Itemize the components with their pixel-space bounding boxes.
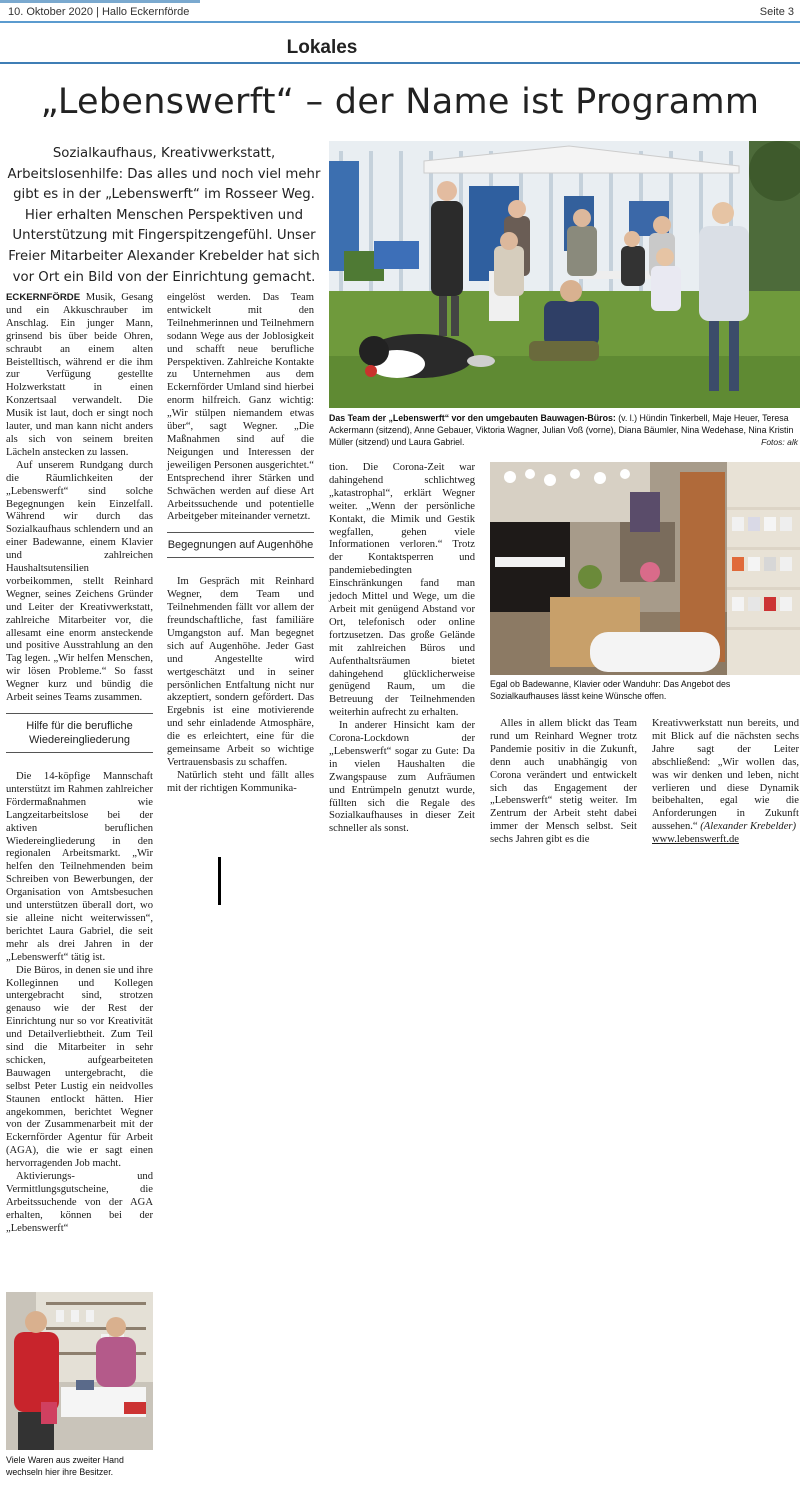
photo-credit: Fotos: alk xyxy=(761,437,798,447)
column-4 xyxy=(490,718,637,847)
paragraph-11: Alles in allem blickt das Team rund um Reinhard Wegner trotz Pandemie positiv in die Zukunft, denn auch unabhängig von Corona verändert und entwickelt sich das Engagement der „Lebenswerft“ stetig weiter. Im Zentrum der Arbeit steht dabei immer der Mensch selbst. Seit sechs Jahren gibt es die xyxy=(490,718,637,846)
subheading-2: Begegnungen auf Augenhöhe xyxy=(167,532,314,558)
team-photo-illustration xyxy=(329,141,800,408)
column-rule-mark xyxy=(218,857,221,905)
issue-info: 10. Oktober 2020 | Hallo Eckernförde xyxy=(8,6,190,18)
paragraph-3: Die 14-köpfige Mannschaft unterstützt im Rahmen zahlreicher Fördermaßnahmen wie Langzeitarbeitslose bei der aktiven beruflichen Wiedereingliederung in den regionalen Arbeitsmarkt. „Wir helfen den Teilnehmenden beim Schreiben von Bewerbungen, der Organisation von Amtsbesuchen und unterstützen überall dort, wo sie alleine nicht weiterwissen“, berichtet Laura Gabriel, die seit mehr als drei Jahren in der „Lebenswerft“ tätig ist. xyxy=(6,771,153,963)
team-photo xyxy=(329,141,800,408)
goods-photo-caption: Viele Waren aus zweiter Hand wechseln hier ihre Besitzer. xyxy=(6,1455,124,1477)
shop-photo xyxy=(490,462,800,675)
column-5 xyxy=(652,718,799,847)
closing-text: Kreativwerkstatt nun bereits, und mit Blick auf die nächsten sechs Jahre sagt der Leiter abschließend: „Wir wollen das, was wir denken und leben, nicht verlieren und diese Dynamik beibehalten, egal wie die Anforderungen in Zukunft aussehen.“ xyxy=(652,718,799,833)
paragraph-8: Natürlich steht und fällt alles mit der richtigen Kommunika- xyxy=(167,769,314,794)
dateline: ECKERNFÖRDE xyxy=(6,292,81,303)
lead-paragraph: Sozialkaufhaus, Kreativwerkstatt, Arbeitslosenhilfe: Das alles und noch viel mehr gibt es in der „Lebenswerft“ im Rosseer Weg. Hier erhalten Menschen Perspektiven und Unterstützung mit Fingerspitzengefühl. Unser Freier Mitarbeiter Alexander Krebelder hat sich vor Ort ein Bild von der Einrichtung gemacht. xyxy=(7,146,321,285)
paragraph-5: Aktivierungs- und Vermittlungsgutscheine, die Arbeitssuchende von der AGA erhalten, können bei der „Lebenswerft“ xyxy=(6,1171,153,1234)
top-accent-line xyxy=(0,0,200,3)
intro-text: Musik, Gesang und ein Akkuschrauber im Anschlag. Ein junger Mann, grinsend bis über beide Ohren, schraubt an einem alten Beistelltisch, während er die ihm zur Verfügung gestellte Holzwerkstatt in einen Konzertsaal verwandelt. Die Musik ist laut, doch er singt noch lauter, und man kann nicht anders als sich von seinem breiten Lächeln anstecken zu lassen. xyxy=(6,292,153,458)
caption-text: (v. l.) Hündin Tinkerbell, Maje Heuer, Teresa Ackermann (sitzend), Anne Gebauer, Viktoria Wagner, Julian Voß (vorne), Diana Bäumler, Nina Wedehase, Nina Kristin Müller (sitzend) und Laura Gabriel. xyxy=(329,413,794,447)
paragraph-intro xyxy=(6,292,153,460)
column-3 xyxy=(329,462,475,836)
column-2 xyxy=(167,292,314,796)
column-1 xyxy=(6,292,153,1236)
author-credit: (Alexander Krebelder) xyxy=(700,821,797,833)
shop-photo-caption: Egal ob Badewanne, Klavier oder Wanduhr: Das Angebot des Sozialkaufhauses lässt keine Wünsche offen. xyxy=(490,679,731,701)
subheading-1: Hilfe für die berufliche Wiedereingliederung xyxy=(6,713,153,753)
paragraph-9: tion. Die Corona-Zeit war dahingehend schlichtweg „katastrophal“, erklärt Wegner weiter. „Wenn der persönliche Kontakt, die Mimik und Gestik wegfallen, gehen viele Informationen verloren.“ Trotz der Kontaktsperren und pandemiebedingten Einschränkungen fand man jedoch Mittel und Wege, um die Arbeit mit genügend Abstand vor Ort, telefonisch oder online fortzusetzen. Das große Gelände mit zahlreichen Büros und Aufenthaltsräumen bietet dahingehend glücklicherweise genügend Raum, um die Betreuung der Teilnehmenden weiterhin aufrecht zu erhalten. xyxy=(329,462,475,719)
section-rule xyxy=(0,62,800,64)
headline: „Lebenswerft“ – der Name ist Programm xyxy=(40,82,760,122)
paragraph-7: Im Gespräch mit Reinhard Wegner, dem Team und Teilnehmenden fällt vor allem der freundschaftliche, fast familiäre Umgangston auf. Man begegnet sich auf Augenhöhe. Jeder Gast und Angestellte wird wertgeschätzt und in seiner persönlichen Entfaltung nicht nur akzeptiert, sondern gefördert. Das Ergebnis ist eine motivierende und sehr einladende Atmosphäre, die es erleichtert, eine für die gemeinsame Arbeit so wichtige Vertrauensbasis zu schaffen. xyxy=(167,576,314,768)
shop-photo-illustration xyxy=(490,462,800,675)
page-number: Seite 3 xyxy=(759,6,794,18)
goods-photo xyxy=(6,1292,153,1450)
section-title: Lokales xyxy=(286,37,358,58)
caption-bold-part: Das Team der „Lebenswerft“ vor den umgebauten Bauwagen-Büros: xyxy=(329,413,616,423)
website-link[interactable]: www.lebenswerft.de xyxy=(652,834,739,846)
paragraph-12 xyxy=(652,718,799,847)
goods-photo-illustration xyxy=(6,1292,153,1450)
header-rule xyxy=(0,21,800,23)
paragraph-4: Die Büros, in denen sie und ihre Kolleginnen und Kollegen untergebracht sind, strotzen genauso wie der Rest der Einrichtung nur so vor Kreativität und Detailverliebtheit. Zum Teil sind die Mitarbeiter in sehr schicken, aufgearbeiteten Bauwagen untergebracht, die selbst Peter Lustig ein neidvolles Staunen entlockt hätten. Hier angekommen, berichtet Wegner von der Zusammenarbeit mit der Eckernförder Agentur für Arbeit (AGA), die wie er sagt einen hervorragenden Job macht. xyxy=(6,964,153,1170)
paragraph-10: In anderer Hinsicht kam der Corona-Lockdown der „Lebenswerft“ sogar zu Gute: Da in vielen Haushalten die Zwangspause zum Aufräumen und Entrümpeln genutzt wurde, füllten sich die Regale des Sozialkaufhauses in dieser Zeit schneller als sonst. xyxy=(329,720,475,835)
paragraph-2: Auf unserem Rundgang durch die Räumlichkeiten der „Lebenswerft“ sind solche Begegnungen kein Einzelfall. Während wir durch das Sozialkaufhaus schlendern und an einer Badewanne, einem Klavier und zahlreichen Haushaltsutensilien vorbeikommen, stellt Reinhard Wegner, seines Zeichens Gründer und Leiter der Kreativwerkstatt, zahlreiche Mitarbeiter vor, die allesamt eine enorm ansteckende und positive Ausstrahlung an den Tag legen. „Wir helfen Menschen, wir lösen Probleme.“ So fasst Wegner kurz und bündig die Arbeit seines Teams zusammen. xyxy=(6,459,153,704)
paragraph-6: eingelöst werden. Das Team entwickelt mit den Teilnehmerinnen und Teilnehmern sodann Wege aus der Joblosigkeit und schafft neue berufliche Perspektiven. Zahlreiche Kontakte zu Unternehmen aus dem Eckernförder Umland sind hierbei enorm hilfreich. Ganz wichtig: „Wir stülpen niemandem etwas über“, sagt Wegner. „Die Maßnahmen sind auf die Neigungen und Interessen der jeweiligen Personen ausgerichtet.“ Entsprechend ihrer Stärken und Schwächen werden auf diese Art Arbeitssuchende und potentielle Arbeitgeber miteinander vernetzt. xyxy=(167,292,314,523)
